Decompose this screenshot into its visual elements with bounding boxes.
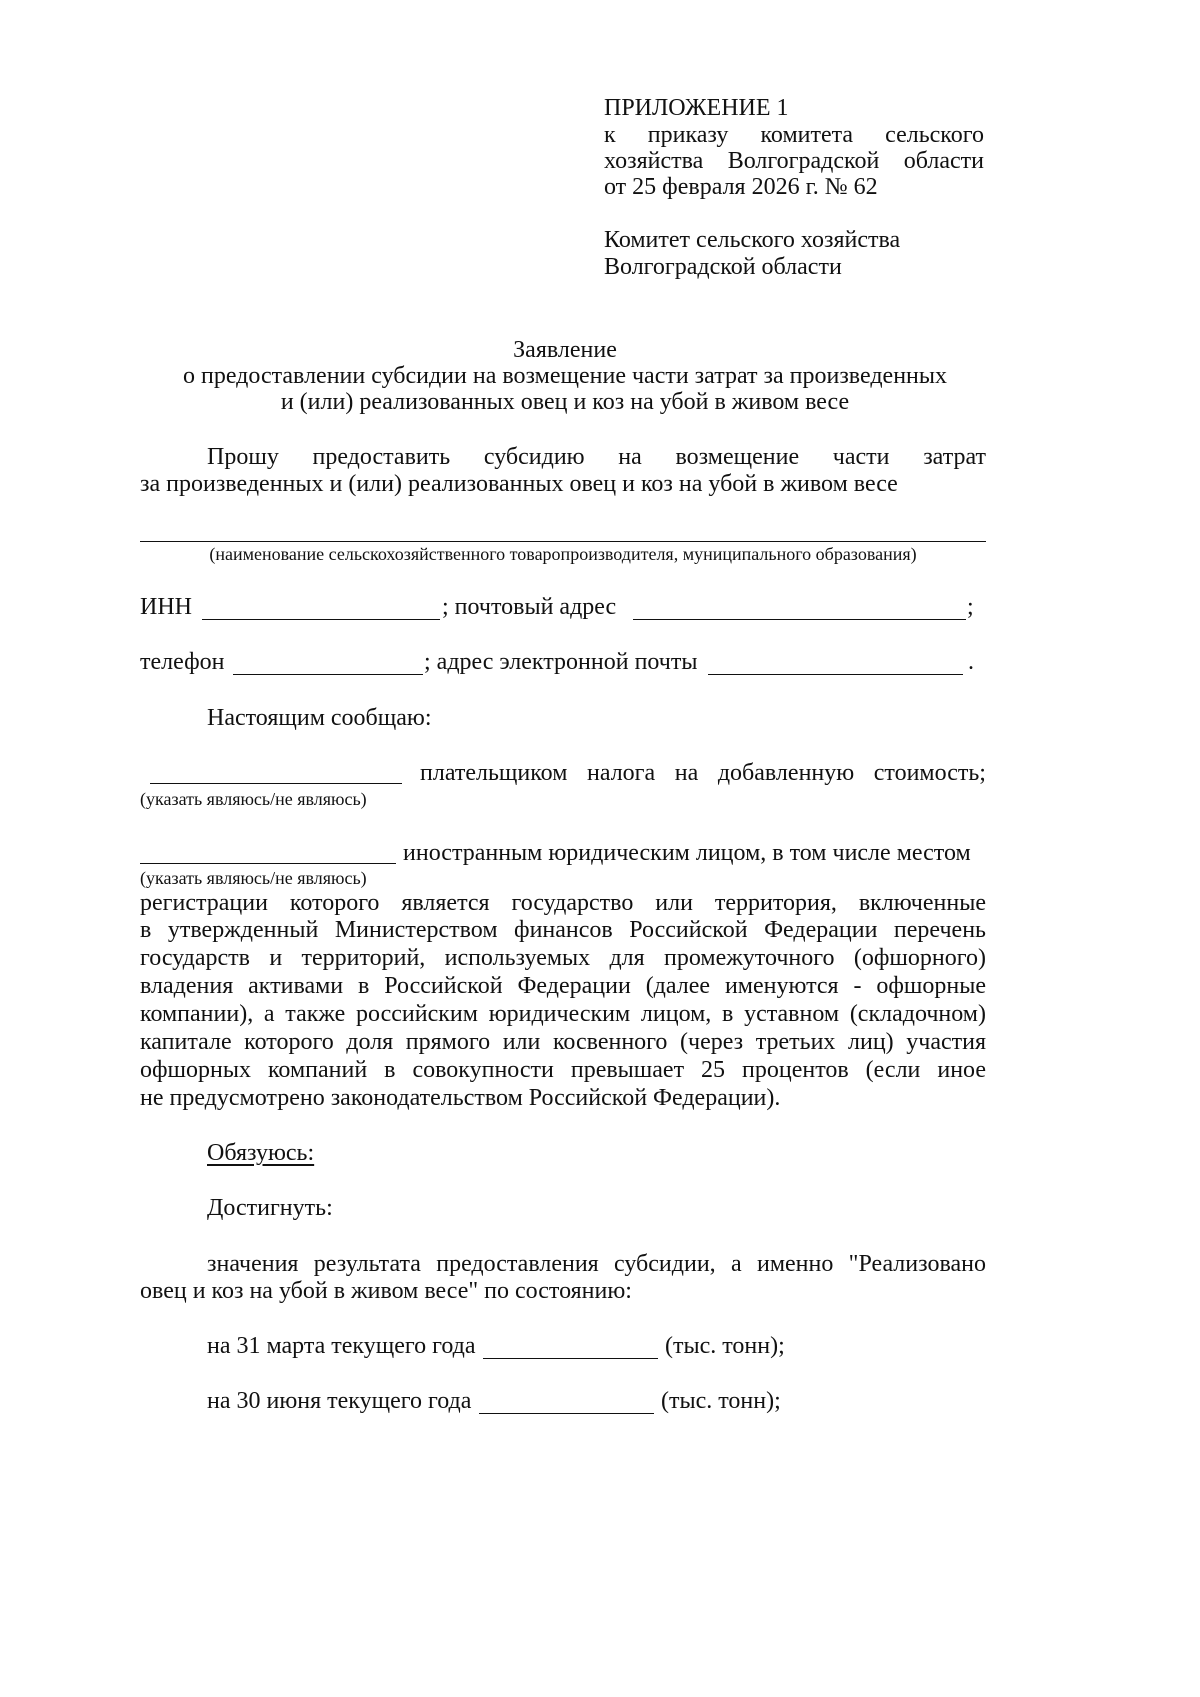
request-line-2: за произведенных и (или) реализованных овец и коз на убой в живом весе (140, 471, 898, 497)
word: Министерством (334, 917, 498, 943)
word: (офшорного) (853, 945, 986, 971)
postal-address-semicolon: ; (967, 594, 974, 620)
word: комитета (760, 122, 854, 148)
applicant-name-field[interactable] (140, 541, 986, 542)
word: к (604, 122, 616, 148)
word: а (263, 1001, 275, 1027)
vat-status-field[interactable] (150, 783, 402, 784)
word: предоставить (312, 444, 451, 470)
word: (далее (645, 973, 711, 999)
word: которого (289, 890, 380, 916)
word: Волгоградской (727, 148, 880, 174)
word: добавленную (717, 760, 855, 786)
foreign-entity-caption: (указать являюсь/не являюсь) (140, 868, 367, 888)
result-line-1 (207, 1249, 986, 1279)
paragraph-line (140, 999, 986, 1029)
word: в (722, 1001, 734, 1027)
word: утвержденный (167, 917, 319, 943)
word: процентов (742, 1057, 849, 1083)
email-period: . (968, 649, 974, 675)
word: промежуточного (664, 945, 835, 971)
addressee-line-2: Волгоградской области (604, 254, 842, 280)
postal-address-field[interactable] (633, 619, 966, 620)
document-subtitle-1: о предоставлении субсидии на возмещение части затрат за произведенных (182, 363, 947, 389)
word: затрат (923, 444, 986, 470)
paragraph-line (140, 1027, 986, 1057)
word: или (502, 1029, 541, 1055)
appendix-title: ПРИЛОЖЕНИЕ 1 (604, 95, 789, 121)
word: офшорных (140, 1057, 251, 1083)
word: 25 (701, 1057, 726, 1083)
word: Федерации (517, 973, 631, 999)
word: перечень (893, 917, 986, 943)
word: - (853, 973, 862, 999)
document-title: Заявление (513, 337, 617, 363)
word: субсидию (483, 444, 585, 470)
word: на (618, 444, 642, 470)
q2-unit: (тыс. тонн); (661, 1388, 781, 1414)
result-line-2: овец и коз на убой в живом весе" по состоянию: (140, 1278, 632, 1304)
word: уставном (744, 1001, 840, 1027)
word: активами (248, 973, 344, 999)
word: предоставления (436, 1251, 599, 1277)
word: налога (587, 760, 656, 786)
word: плательщиком (420, 760, 568, 786)
word: российским (356, 1001, 478, 1027)
word: значения (207, 1251, 299, 1277)
email-label: ; адрес электронной почты (424, 649, 698, 675)
word: результата (313, 1251, 421, 1277)
word: Прошу (207, 444, 279, 470)
word: именуются (724, 973, 839, 999)
word: прямого (405, 1029, 491, 1055)
word: также (285, 1001, 346, 1027)
word: косвенного (552, 1029, 668, 1055)
word: государство (511, 890, 634, 916)
phone-field[interactable] (233, 674, 423, 675)
word: Российской (384, 973, 503, 999)
word: для (609, 945, 645, 971)
word: (если (865, 1057, 921, 1083)
word: именно (756, 1251, 834, 1277)
email-field[interactable] (708, 674, 963, 675)
word: владения (140, 973, 234, 999)
word: доля (346, 1029, 394, 1055)
postal-address-label: ; почтовый адрес (442, 594, 617, 620)
word: участия (906, 1029, 986, 1055)
word: стоимость; (873, 760, 986, 786)
word: в (384, 1057, 396, 1083)
addressee-line-1: Комитет сельского хозяйства (604, 227, 901, 253)
phone-label: телефон (140, 649, 225, 675)
inn-field[interactable] (202, 619, 440, 620)
word: (складочном) (849, 1001, 986, 1027)
notice-intro: Настоящим сообщаю: (207, 705, 432, 731)
word: включенные (858, 890, 986, 916)
word: лиц) (848, 1029, 894, 1055)
foreign-entity-field[interactable] (140, 863, 396, 864)
word: и (269, 945, 283, 971)
word: регистрации (140, 890, 268, 916)
word: используемых (444, 945, 591, 971)
obligations-heading: Обязуюсь: (207, 1140, 315, 1166)
word: "Реализовано (848, 1251, 986, 1277)
appendix-date-number: от 25 февраля 2026 г. № 62 (604, 174, 878, 200)
paragraph-line (140, 971, 986, 1001)
word: компании), (140, 1001, 254, 1027)
foreign-entity-text: иностранным юридическим лицом, в том числе местом (403, 840, 971, 866)
word: (через (680, 1029, 744, 1055)
word: юридическим (488, 1001, 631, 1027)
word: в (358, 973, 370, 999)
word: иное (937, 1057, 986, 1083)
word: части (832, 444, 890, 470)
word: Федерации (764, 917, 878, 943)
word: превышает (570, 1057, 685, 1083)
document-subtitle-2: и (или) реализованных овец и коз на убой в живом весе (280, 389, 850, 415)
inn-label: ИНН (140, 594, 192, 620)
word: финансов (514, 917, 613, 943)
word: является (401, 890, 490, 916)
word: территория, (714, 890, 837, 916)
q2-label: на 30 июня текущего года (207, 1388, 472, 1414)
word: или (655, 890, 693, 916)
word: компаний (267, 1057, 368, 1083)
paragraph-line (140, 943, 986, 973)
paragraph-line-last: не предусмотрено законодательством Российской Федерации). (140, 1085, 781, 1111)
word: лицом, (640, 1001, 712, 1027)
word: возмещение (675, 444, 800, 470)
q1-unit: (тыс. тонн); (665, 1333, 785, 1359)
word: Российской (629, 917, 748, 943)
word: капитале (140, 1029, 232, 1055)
vat-status-caption: (указать являюсь/не являюсь) (140, 789, 367, 809)
word: третьих (755, 1029, 836, 1055)
word: субсидии, (614, 1251, 716, 1277)
q1-label: на 31 марта текущего года (207, 1333, 476, 1359)
word: приказу (647, 122, 729, 148)
word: в (140, 917, 152, 943)
word: области (903, 148, 984, 174)
word: офшорные (876, 973, 986, 999)
applicant-name-caption: (наименование сельскохозяйственного товаропроизводителя, муниципального образования) (209, 544, 917, 564)
achieve-heading: Достигнуть: (207, 1195, 333, 1221)
word: которого (244, 1029, 334, 1055)
paragraph-line (140, 888, 986, 918)
q2-value-field[interactable] (479, 1413, 654, 1414)
request-line-1 (207, 442, 986, 472)
word: сельского (885, 122, 984, 148)
word: хозяйства (604, 148, 704, 174)
word: государств (140, 945, 251, 971)
paragraph-line (140, 1055, 986, 1085)
word: территорий, (301, 945, 426, 971)
word: совокупности (412, 1057, 554, 1083)
q1-value-field[interactable] (483, 1358, 658, 1359)
word: на (674, 760, 699, 786)
word: а (730, 1251, 742, 1277)
paragraph-line (140, 915, 986, 945)
vat-status-text (420, 758, 986, 788)
